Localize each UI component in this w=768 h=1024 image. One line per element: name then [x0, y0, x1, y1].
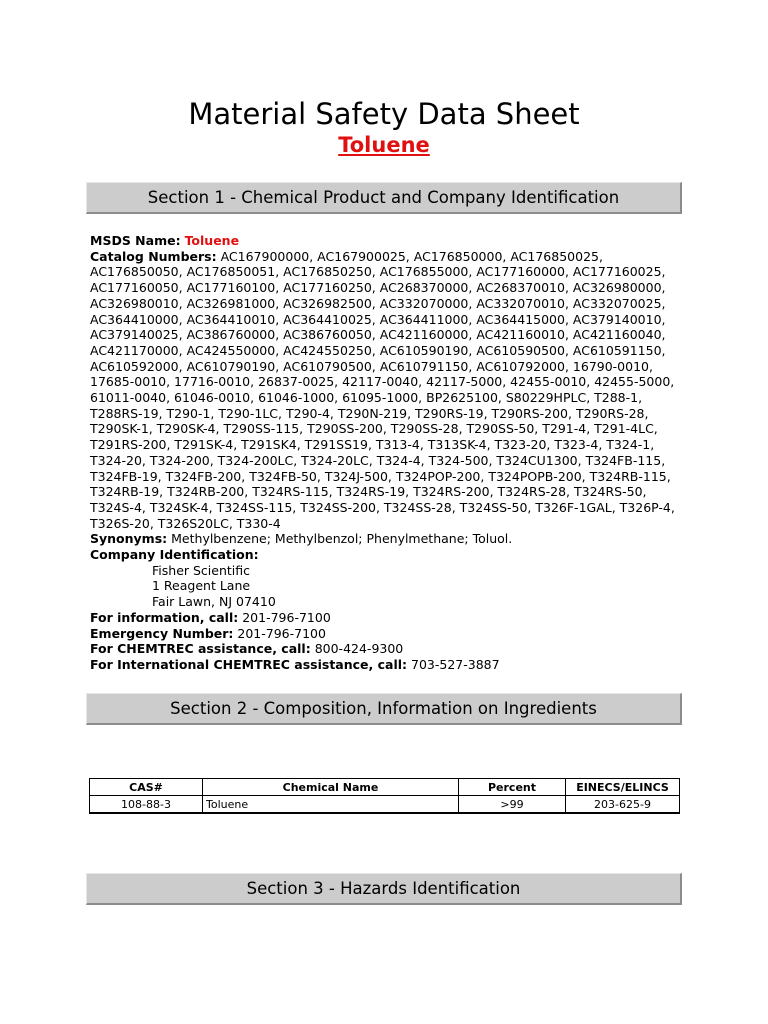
column-header-percent: Percent [459, 779, 566, 796]
document-title: Material Safety Data Sheet [188, 97, 580, 131]
msds-name-value: Toluene [184, 233, 240, 248]
column-header-einecs: EINECS/ELINCS [566, 779, 680, 796]
synonyms-line [90, 531, 680, 547]
catalog-numbers-value: AC167900000, AC167900025, AC176850000, AC176850025, AC176850050, AC176850051, AC176850250, AC176855000, AC177160000, AC177160025, AC177160050, AC177160100, AC177160250, AC268370000, AC268370010, AC326980000, AC326980010, AC326981000, AC326982500, AC332070000, AC332070010, AC332070025, AC364410000, AC364410010, AC364410025, AC364411000, AC364415000, AC379140010, AC379140025, AC386760000, AC386760050, AC421160000, AC421160010, AC421160040, AC421170000, AC424550000, AC424550250, AC610590190, AC610590500, AC610591150, AC610592000, AC610790190, AC610790500, AC610791150, AC610792000, 16790-0010, 17685-0010, 17716-0010, 26837-0025, 42117-0040, 42117-5000, 42455-0010, 42455-5000, 61011-0040, 61046-0010, 61046-1000, 61095-1000, BP2625100, S80229HPLC, T288-1, T288RS-19, T290-1, T290-1LC, T290-4, T290N-219, T290RS-19, T290RS-200, T290RS-28, T290SK-1, T290SK-4, T290SS-115, T290SS-200, T290SS-28, T290SS-50, T291-4, T291-4LC, T291RS-200, T291SK-4, T291SK4, T291SS19, T313-4, T313SK-4, T323-20, T323-4, T324-1, T324-20, T324-200, T324-200LC, T324-20LC, T324-4, T324-500, T324CU1300, T324FB-115, T324FB-19, T324FB-200, T324FB-50, T324J-500, T324POP-200, T324POPB-200, T324RB-115, T324RB-19, T324RB-200, T324RS-115, T324RS-19, T324RS-200, T324RS-28, T324RS-50, T324S-4, T324SK-4, T324SS-115, T324SS-200, T324SS-28, T324SS-50, T326F-1GAL, T326P-4, T326S-20, T326S20LC, T330-4 [90, 248, 675, 531]
international-chemtrec-phone: 703-527-3887 [411, 656, 500, 672]
company-identification-label: Company Identification: [90, 547, 259, 563]
catalog-numbers-label: Catalog Numbers: [90, 248, 217, 264]
company-city: Fair Lawn, NJ 07410 [152, 594, 276, 610]
table-row [90, 796, 680, 814]
section-3-header: Section 3 - Hazards Identification [86, 873, 682, 905]
contact-information: For information, call: 201-796-7100 [90, 609, 331, 625]
information-phone: 201-796-7100 [242, 609, 331, 625]
product-name-link[interactable]: Toluene [338, 133, 430, 157]
contact-chemtrec: For CHEMTREC assistance, call: 800-424-9300 [90, 641, 404, 657]
synonyms-label: Synonyms: [90, 531, 168, 547]
einecs-cell: 203-625-9 [566, 796, 680, 814]
section-1-body [90, 233, 680, 673]
section-2-header: Section 2 - Composition, Information on Ingredients [86, 693, 682, 725]
table-header-row [90, 779, 680, 796]
contact-international-chemtrec: For International CHEMTREC assistance, call: 703-527-3887 [90, 656, 500, 672]
chemical-name-cell: Toluene [203, 796, 459, 814]
msds-name-label: MSDS Name: [90, 233, 181, 248]
composition-table [89, 778, 680, 814]
catalog-numbers-line [90, 249, 680, 532]
msds-name-line [90, 233, 680, 249]
emergency-phone: 201-796-7100 [237, 625, 326, 641]
synonyms-value: Methylbenzene; Methylbenzol; Phenylmethane; Toluol. [171, 531, 513, 547]
company-name: Fisher Scientific [152, 562, 251, 578]
percent-cell: >99 [459, 796, 566, 814]
contact-emergency: Emergency Number: 201-796-7100 [90, 625, 326, 641]
chemtrec-phone: 800-424-9300 [314, 641, 404, 657]
column-header-cas: CAS# [90, 779, 203, 796]
company-street: 1 Reagent Lane [152, 578, 251, 594]
cas-number-cell: 108-88-3 [90, 796, 203, 814]
section-1-header: Section 1 - Chemical Product and Company Identification [86, 182, 682, 214]
column-header-chemical-name: Chemical Name [203, 779, 459, 796]
